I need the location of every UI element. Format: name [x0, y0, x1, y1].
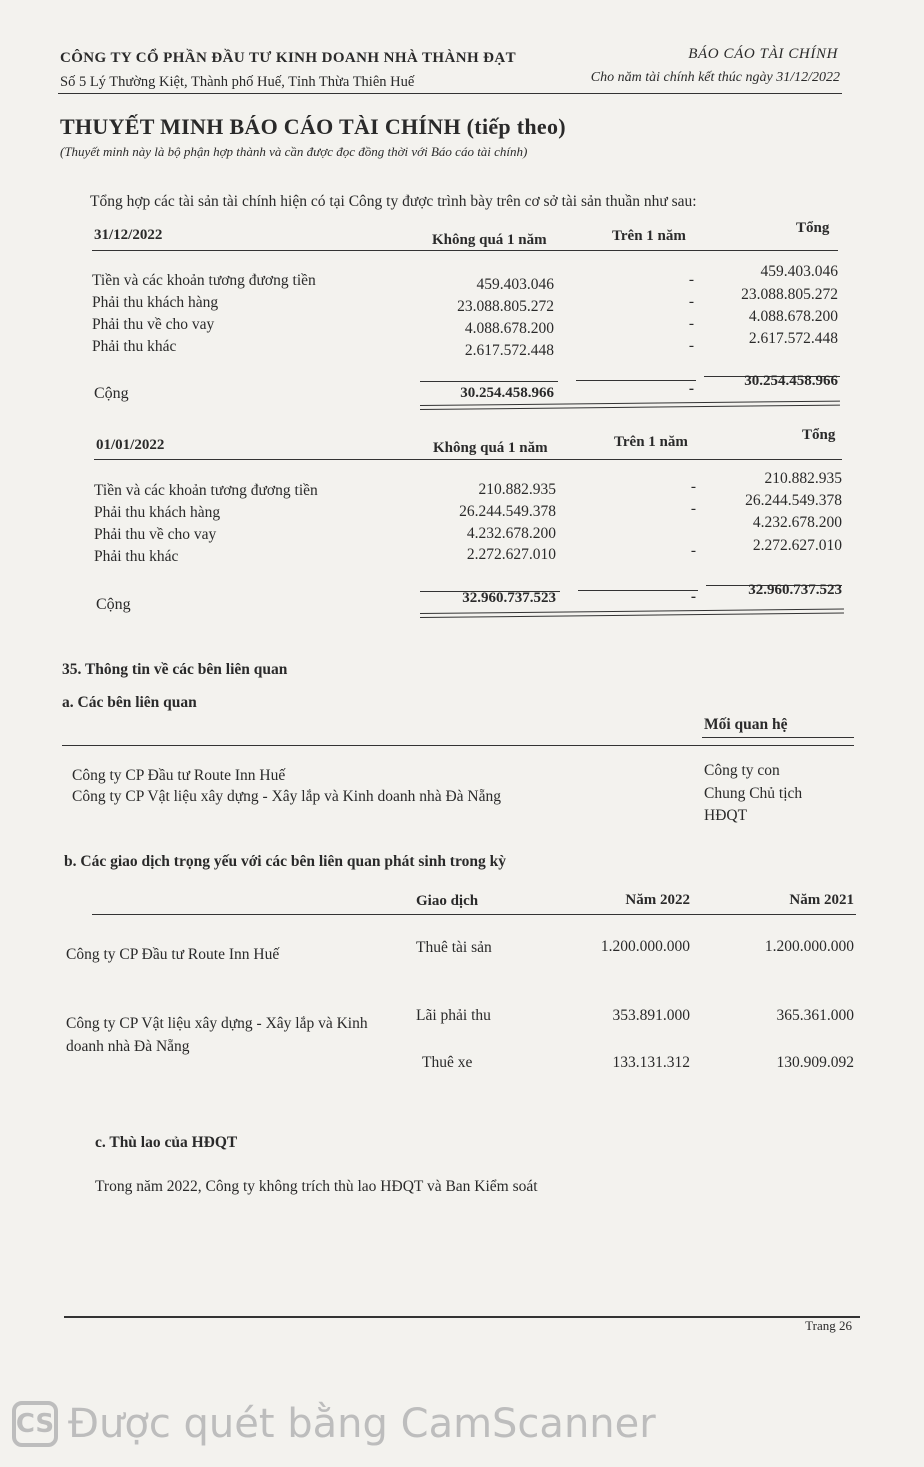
board-remuneration-note: Trong năm 2022, Công ty không trích thù lao HĐQT và Ban Kiểm soát [95, 1178, 538, 1195]
page-subtitle: (Thuyết minh này là bộ phận hợp thành và cần được đọc đồng thời với Báo cáo tài chính) [60, 144, 528, 159]
transaction-2022: 133.131.312 [612, 1054, 690, 1071]
row-label: Phải thu về cho vay [92, 316, 215, 333]
total-within-1y: 30.254.458.966 [460, 385, 554, 401]
row-label: Tiền và các khoản tương đương tiền [92, 272, 316, 289]
header-rule [94, 459, 842, 460]
subsection-c-title: c. Thù lao của HĐQT [95, 1134, 238, 1151]
camscanner-logo-icon: CS [12, 1401, 58, 1447]
footer-divider [64, 1316, 860, 1318]
row-value-within-1y: 2.272.627.010 [466, 546, 556, 563]
transaction-2022: 353.891.000 [612, 1007, 690, 1024]
row-value-within-1y: 23.088.805.272 [457, 298, 554, 315]
related-party-relation: Chung Chủ tịch [704, 785, 803, 802]
transaction-type: Thuê xe [422, 1054, 473, 1071]
table-date: 31/12/2022 [94, 227, 163, 243]
transaction-party: Công ty CP Vật liệu xây dựng - Xây lắp và Kinh [66, 1015, 368, 1032]
row-value-over-1y: - [690, 500, 696, 517]
subtotal-rule [420, 381, 558, 382]
transaction-type: Lãi phải thu [416, 1007, 491, 1024]
watermark-text: Được quét bằng CamScanner [68, 1401, 656, 1447]
row-value-total: 210.882.935 [764, 470, 842, 487]
related-party-name: Công ty CP Vật liệu xây dựng - Xây lắp và Kinh doanh nhà Đà Nẵng [72, 788, 501, 805]
double-rule-bottom [420, 613, 844, 618]
row-value-total: 4.088.678.200 [748, 308, 838, 325]
total-within-1y: 32.960.737.523 [462, 590, 556, 606]
row-value-total: 23.088.805.272 [741, 286, 838, 303]
page-title: THUYẾT MINH BÁO CÁO TÀI CHÍNH (tiếp theo) [60, 114, 566, 139]
row-label: Phải thu về cho vay [94, 526, 217, 543]
transaction-party-cont: doanh nhà Đà Nẵng [66, 1038, 190, 1055]
transaction-2021: 130.909.092 [776, 1054, 854, 1071]
transaction-2021: 1.200.000.000 [764, 938, 854, 955]
col-header-over-1y: Trên 1 năm [612, 228, 686, 244]
row-value-over-1y: - [688, 293, 694, 310]
row-label: Phải thu khách hàng [94, 504, 221, 521]
transaction-party: Công ty CP Đầu tư Route Inn Huế [66, 946, 280, 963]
row-value-total: 2.272.627.010 [752, 537, 842, 554]
company-address: Số 5 Lý Thường Kiệt, Thành phố Huế, Tỉnh Thừa Thiên Huế [60, 74, 415, 90]
related-parties-rule [62, 745, 854, 746]
report-name: BÁO CÁO TÀI CHÍNH [688, 46, 838, 62]
transaction-type: Thuê tài sản [416, 939, 492, 956]
total-label: Cộng [94, 385, 129, 402]
total-over-1y: - [688, 380, 694, 397]
related-party-relation: Công ty con [704, 762, 780, 779]
col-header-transaction: Giao dịch [416, 893, 479, 909]
header-divider [58, 93, 842, 94]
col-header-within-1y: Không quá 1 năm [432, 232, 547, 248]
row-value-within-1y: 4.232.678.200 [466, 525, 556, 542]
row-label: Phải thu khác [92, 338, 177, 355]
row-value-over-1y: - [688, 315, 694, 332]
subsection-b-title: b. Các giao dịch trọng yếu với các bên liên quan phát sinh trong kỳ [64, 853, 506, 870]
company-name: CÔNG TY CỔ PHẦN ĐẦU TƯ KINH DOANH NHÀ THÀNH ĐẠT [60, 50, 517, 66]
table-date: 01/01/2022 [96, 437, 165, 453]
relationship-header-rule [702, 737, 854, 738]
section-35-title: 35. Thông tin về các bên liên quan [62, 661, 288, 678]
transactions-header-rule [92, 914, 856, 915]
total-total: 30.254.458.966 [744, 373, 838, 389]
row-value-total: 459.403.046 [760, 263, 838, 280]
row-value-over-1y: - [690, 542, 696, 559]
relationship-col-header: Mối quan hệ [704, 716, 788, 733]
total-over-1y: - [690, 588, 696, 605]
row-value-over-1y: - [688, 271, 694, 288]
row-value-total: 2.617.572.448 [748, 330, 838, 347]
row-value-within-1y: 459.403.046 [476, 276, 554, 293]
col-header-over-1y: Trên 1 năm [614, 434, 688, 450]
row-value-within-1y: 4.088.678.200 [464, 320, 554, 337]
row-value-total: 26.244.549.378 [745, 492, 842, 509]
camscanner-watermark [12, 1396, 656, 1452]
col-header-2021: Năm 2021 [789, 892, 854, 908]
col-header-2022: Năm 2022 [625, 892, 690, 908]
row-label: Tiền và các khoản tương đương tiền [94, 482, 318, 499]
total-total: 32.960.737.523 [748, 582, 842, 598]
total-label: Cộng [96, 596, 131, 613]
row-value-total: 4.232.678.200 [752, 514, 842, 531]
row-label: Phải thu khách hàng [92, 294, 219, 311]
col-header-total: Tổng [802, 427, 836, 443]
row-value-within-1y: 2.617.572.448 [464, 342, 554, 359]
intro-text: Tổng hợp các tài sản tài chính hiện có tại Công ty được trình bày trên cơ sở tài sản thuần như sau: [90, 193, 697, 210]
row-value-over-1y: - [688, 337, 694, 354]
transaction-2021: 365.361.000 [776, 1007, 854, 1024]
row-value-within-1y: 26.244.549.378 [459, 503, 556, 520]
row-label: Phải thu khác [94, 548, 179, 565]
row-value-within-1y: 210.882.935 [478, 481, 556, 498]
double-rule-bottom [420, 405, 840, 410]
report-period: Cho năm tài chính kết thúc ngày 31/12/2022 [590, 70, 840, 85]
transaction-2022: 1.200.000.000 [600, 938, 690, 955]
subsection-a-title: a. Các bên liên quan [62, 694, 197, 711]
related-party-relation-cont: HĐQT [704, 807, 748, 824]
col-header-total: Tổng [796, 220, 830, 236]
related-party-name: Công ty CP Đầu tư Route Inn Huế [72, 767, 286, 784]
header-rule [92, 250, 838, 251]
row-value-over-1y: - [690, 478, 696, 495]
page-number: Trang 26 [805, 1318, 852, 1333]
col-header-within-1y: Không quá 1 năm [433, 440, 548, 456]
